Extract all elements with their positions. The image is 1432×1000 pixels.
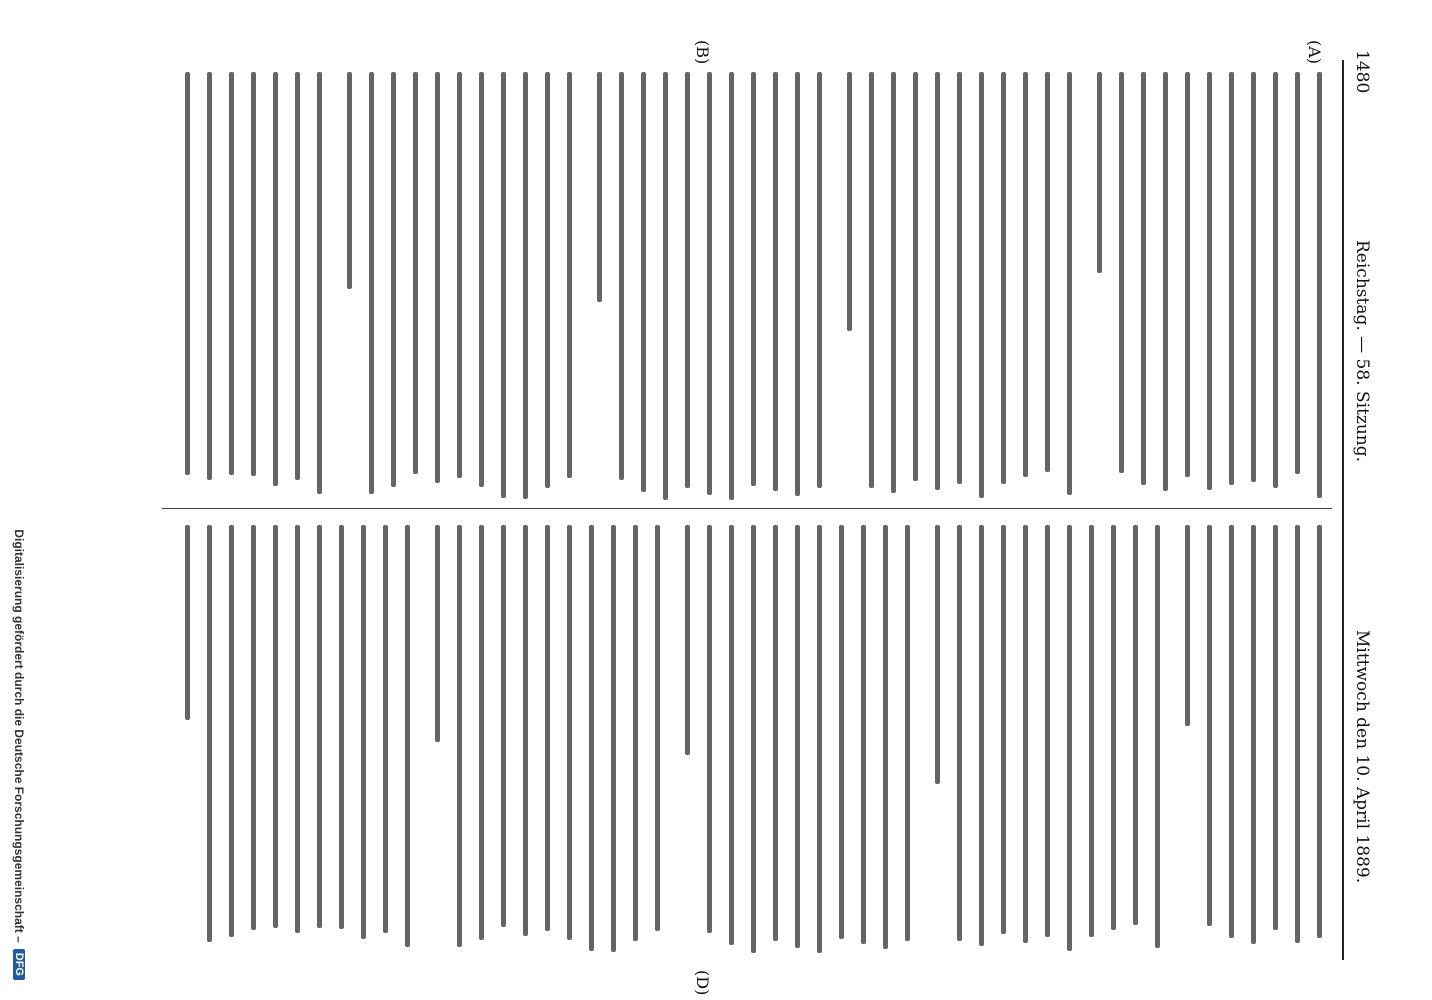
- text-line: [729, 72, 734, 500]
- text-line: [273, 525, 278, 928]
- text-line: [185, 72, 190, 475]
- header-divider: [1342, 60, 1344, 960]
- text-line: [633, 525, 638, 941]
- text-line: [751, 525, 756, 953]
- text-line: [1141, 72, 1146, 485]
- text-line: [1089, 525, 1094, 937]
- text-line: [567, 72, 572, 478]
- text-line: [369, 72, 374, 494]
- text-line: [1317, 525, 1322, 938]
- text-line: [207, 525, 212, 942]
- text-line: [817, 525, 822, 953]
- text-line: [479, 525, 484, 940]
- text-line: [913, 72, 918, 481]
- text-line: [935, 72, 940, 490]
- text-line: [979, 525, 984, 946]
- text-line: [1023, 525, 1028, 943]
- text-line: [1001, 72, 1006, 484]
- text-line: [1273, 72, 1278, 488]
- text-line: [891, 72, 896, 493]
- text-line: [229, 72, 234, 475]
- text-line: [1207, 72, 1212, 490]
- page-header: [1347, 30, 1377, 970]
- text-line: [207, 72, 212, 480]
- text-line: [839, 525, 844, 939]
- text-line: [979, 72, 984, 498]
- text-line: [773, 72, 778, 491]
- text-line: [273, 72, 278, 486]
- text-line: [1251, 72, 1256, 482]
- text-line: [229, 525, 234, 937]
- text-line: [1119, 72, 1124, 473]
- text-line: [457, 72, 462, 478]
- text-line: [435, 525, 440, 742]
- text-line: [361, 525, 366, 939]
- text-line: [751, 72, 756, 486]
- text-line: [435, 72, 440, 483]
- text-line: [251, 525, 256, 930]
- text-line: [1097, 72, 1102, 273]
- text-line: [391, 72, 396, 487]
- text-line: [501, 525, 506, 927]
- text-line: [567, 525, 572, 940]
- text-line: [185, 525, 190, 720]
- column-divider: [162, 508, 1332, 509]
- text-line: [405, 525, 410, 947]
- text-line: [317, 525, 322, 928]
- footer-credit: Digitalisierung gefördert durch die Deutsche Forschungsgemeinschaft –: [12, 529, 26, 943]
- text-line: [641, 72, 646, 492]
- margin-mark-b: (B): [693, 40, 712, 65]
- text-line: [957, 72, 962, 484]
- text-line: [523, 72, 528, 499]
- left-text-column: [162, 72, 1332, 502]
- text-line: [655, 525, 660, 931]
- text-line: [1111, 525, 1116, 930]
- text-line: [589, 525, 594, 951]
- text-line: [1251, 525, 1256, 944]
- text-line: [545, 525, 550, 931]
- text-line: [479, 72, 484, 487]
- text-line: [1045, 525, 1050, 937]
- text-line: [861, 525, 866, 944]
- text-line: [347, 72, 352, 289]
- text-line: [905, 525, 910, 941]
- text-line: [1295, 525, 1300, 943]
- session-title: Reichstag. — 58. Sitzung.: [1352, 240, 1372, 463]
- text-line: [295, 72, 300, 480]
- text-line: [1045, 72, 1050, 472]
- text-line: [251, 72, 256, 476]
- session-date: Mittwoch den 10. April 1889.: [1352, 630, 1372, 884]
- text-line: [1163, 72, 1168, 491]
- text-line: [707, 525, 712, 933]
- text-line: [383, 525, 388, 933]
- text-line: [1185, 525, 1190, 726]
- text-line: [457, 525, 462, 947]
- text-line: [1229, 525, 1234, 938]
- text-line: [795, 525, 800, 948]
- text-line: [1229, 72, 1234, 485]
- text-line: [883, 525, 888, 949]
- text-line: [1295, 72, 1300, 474]
- text-line: [597, 72, 602, 302]
- text-line: [847, 72, 852, 331]
- text-line: [501, 72, 506, 498]
- text-line: [935, 525, 940, 784]
- text-line: [1185, 72, 1190, 477]
- text-line: [1067, 525, 1072, 951]
- text-line: [869, 72, 874, 488]
- text-line: [663, 72, 668, 500]
- right-text-column: [162, 525, 1332, 955]
- text-line: [1317, 72, 1322, 498]
- text-line: [413, 72, 418, 474]
- text-line: [1001, 525, 1006, 934]
- text-line: [729, 525, 734, 945]
- digitization-footer: [8, 40, 30, 980]
- text-line: [957, 525, 962, 941]
- text-line: [1273, 525, 1278, 930]
- text-line: [1207, 525, 1212, 926]
- text-line: [523, 525, 528, 936]
- margin-mark-d: (D): [693, 970, 712, 996]
- text-line: [339, 525, 344, 929]
- text-line: [1133, 525, 1138, 925]
- text-line: [611, 525, 616, 952]
- text-line: [685, 72, 690, 488]
- dfg-logo-badge: DFG: [13, 949, 25, 980]
- margin-mark-a: (A): [1305, 40, 1324, 65]
- text-line: [619, 72, 624, 480]
- text-line: [685, 525, 690, 755]
- text-line: [1155, 525, 1160, 948]
- text-line: [1023, 72, 1028, 477]
- text-line: [317, 72, 322, 494]
- text-line: [1067, 72, 1072, 495]
- page-number: 1480: [1352, 50, 1372, 94]
- text-line: [707, 72, 712, 495]
- text-line: [295, 525, 300, 933]
- text-line: [545, 72, 550, 488]
- text-line: [773, 525, 778, 941]
- text-line: [795, 72, 800, 496]
- text-line: [817, 72, 822, 488]
